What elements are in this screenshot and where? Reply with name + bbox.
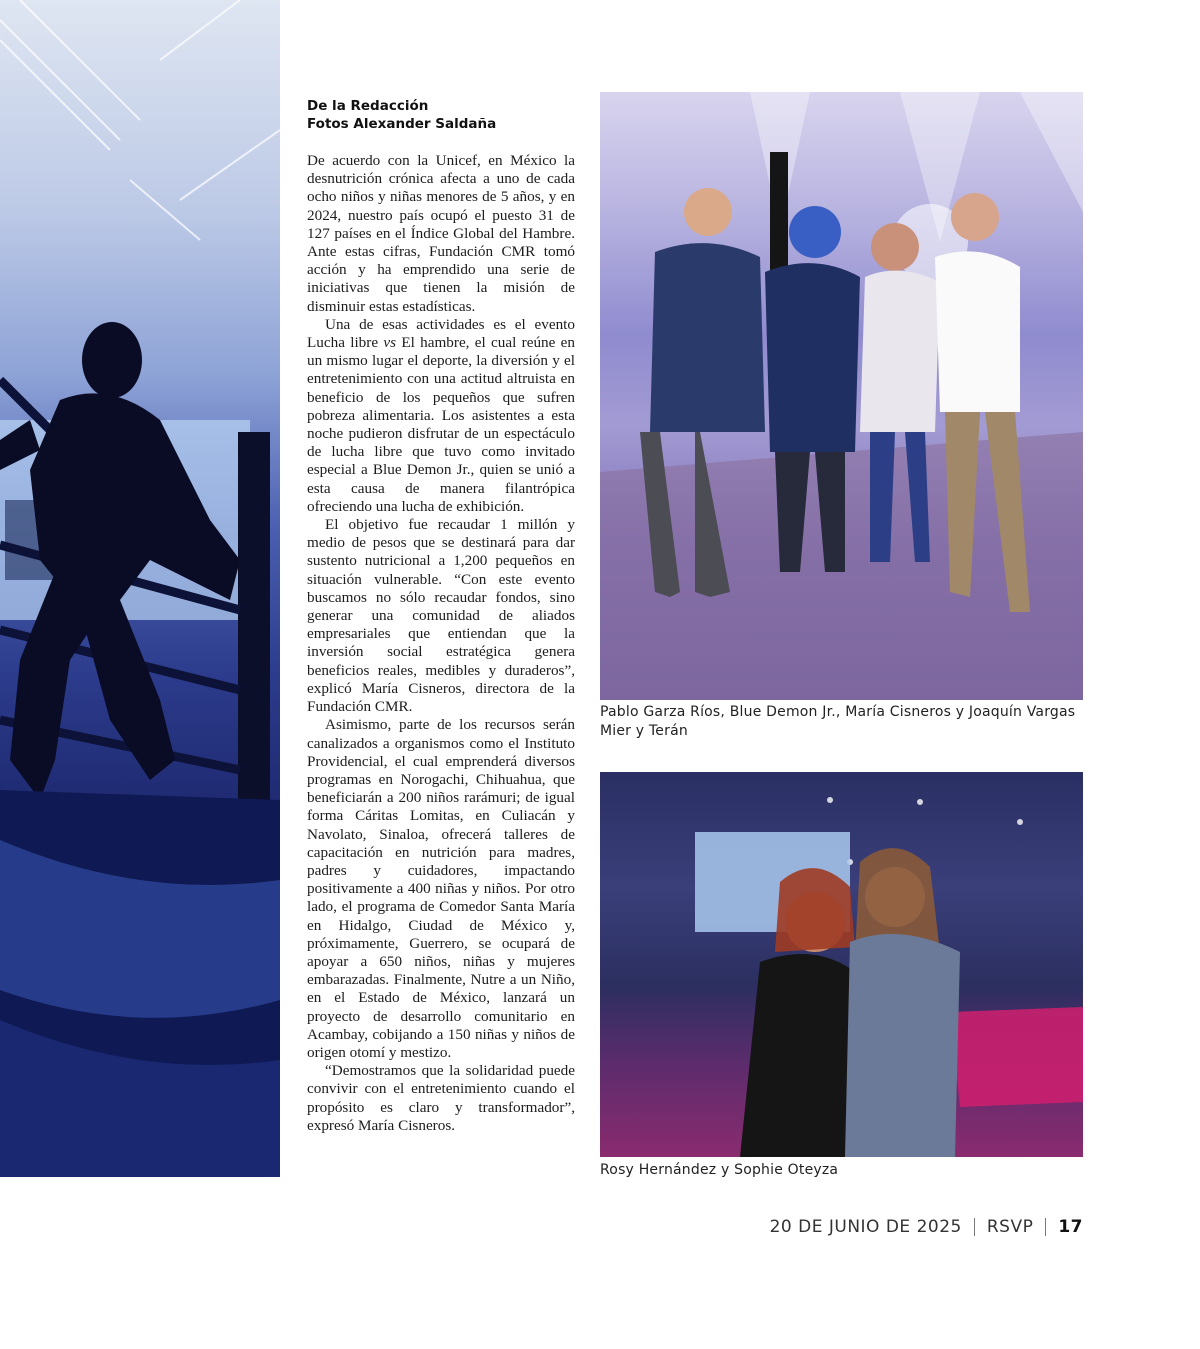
article-paragraph: “Demostramos que la solidaridad puede convivir con el entretenimiento cuando el propósito es claro y transformador”, expresó María Cisneros. <box>307 1062 575 1134</box>
duo-photo <box>600 772 1083 1157</box>
footer-divider <box>974 1218 975 1236</box>
article-paragraph: De acuerdo con la Unicef, en México la desnutrición crónica afecta a uno de cada ocho niños y niñas menores de 5 años, y en 2024, nuestro país ocupó el puesto 31 de 127 países en el Índice Global del Hambre. Ante estas cifras, Fundación CMR tomó acción y ha emprendido una serie de iniciativas que tienen la misión de disminuir estas estadísticas. <box>307 152 575 315</box>
group-photo <box>600 92 1083 700</box>
wrestling-photo <box>0 0 280 1177</box>
article-paragraph: Asimismo, parte de los recursos serán canalizados a organismos como el Instituto Providencial, el cual emprenderá diversos programas en Norogachi, Chihuahua, que beneficiarán a 200 niños rarámuri; de igual forma Cáritas Lomitas, en Culiacán y Navolato, Sinaloa, ofrecerá talleres de capacitación en nutrición para madres, padres y cuidadores, impactando positivamente a 400 niñas y niños. Por otro lado, el programa de Comedor Santa María en Hidalgo, Ciudad de México y, próximamente, Guerrero, se ocupará de apoyar a 650 niños, niñas y mujeres embarazadas. Finalmente, Nutre a un Niño, en el Estado de México, lanzará un proyecto de desarrollo comunitario en Acambay, cobijando a 150 niñas y niños de origen otomí y mestizo. <box>307 716 575 1061</box>
article-paragraph: El objetivo fue recaudar 1 millón y medio de pesos que se destinará para dar sustento nutricional a 1,200 pequeños en situación vulnerable. “Con este evento buscamos no sólo recaudar fondos, sino generar una comunidad de aliados empresariales que entiendan que la inversión social estratégica genera beneficios reales, medibles y duraderos”, explicó María Cisneros, directora de la Fundación CMR. <box>307 516 575 716</box>
duo-photo-illustration <box>600 772 1083 1157</box>
page-footer <box>770 1216 1083 1238</box>
wrestling-photo-illustration <box>0 0 280 1177</box>
photo-caption: Rosy Hernández y Sophie Oteyza <box>600 1162 839 1178</box>
byline-author: De la Redacción <box>307 98 429 114</box>
group-photo-illustration <box>600 92 1083 700</box>
byline <box>307 97 577 133</box>
issue-date: 20 DE JUNIO DE 2025 <box>769 1217 962 1237</box>
page-number: 17 <box>1058 1217 1083 1237</box>
byline-photos: Fotos Alexander Saldaña <box>307 116 497 132</box>
footer-divider <box>1045 1218 1046 1236</box>
photo-caption: Pablo Garza Ríos, Blue Demon Jr., María Cisneros y Joaquín Vargas Mier y Terán <box>600 704 1076 739</box>
section-name: RSVP <box>986 1217 1034 1237</box>
article-paragraph: Una de esas actividades es el evento Lucha libre vs El hambre, el cual reúne en un mismo lugar el deporte, la diversión y el entretenimiento con una actitud altruista en beneficio de los pequeños que sufren pobreza alimentaria. Los asistentes a esta noche pudieron disfrutar de un espectáculo de lucha libre que tuvo como invitado especial a Blue Demon Jr., quien se unió a esta causa de manera filantrópica ofreciendo una lucha de exhibición. <box>307 315 576 515</box>
article-body <box>307 152 575 1135</box>
